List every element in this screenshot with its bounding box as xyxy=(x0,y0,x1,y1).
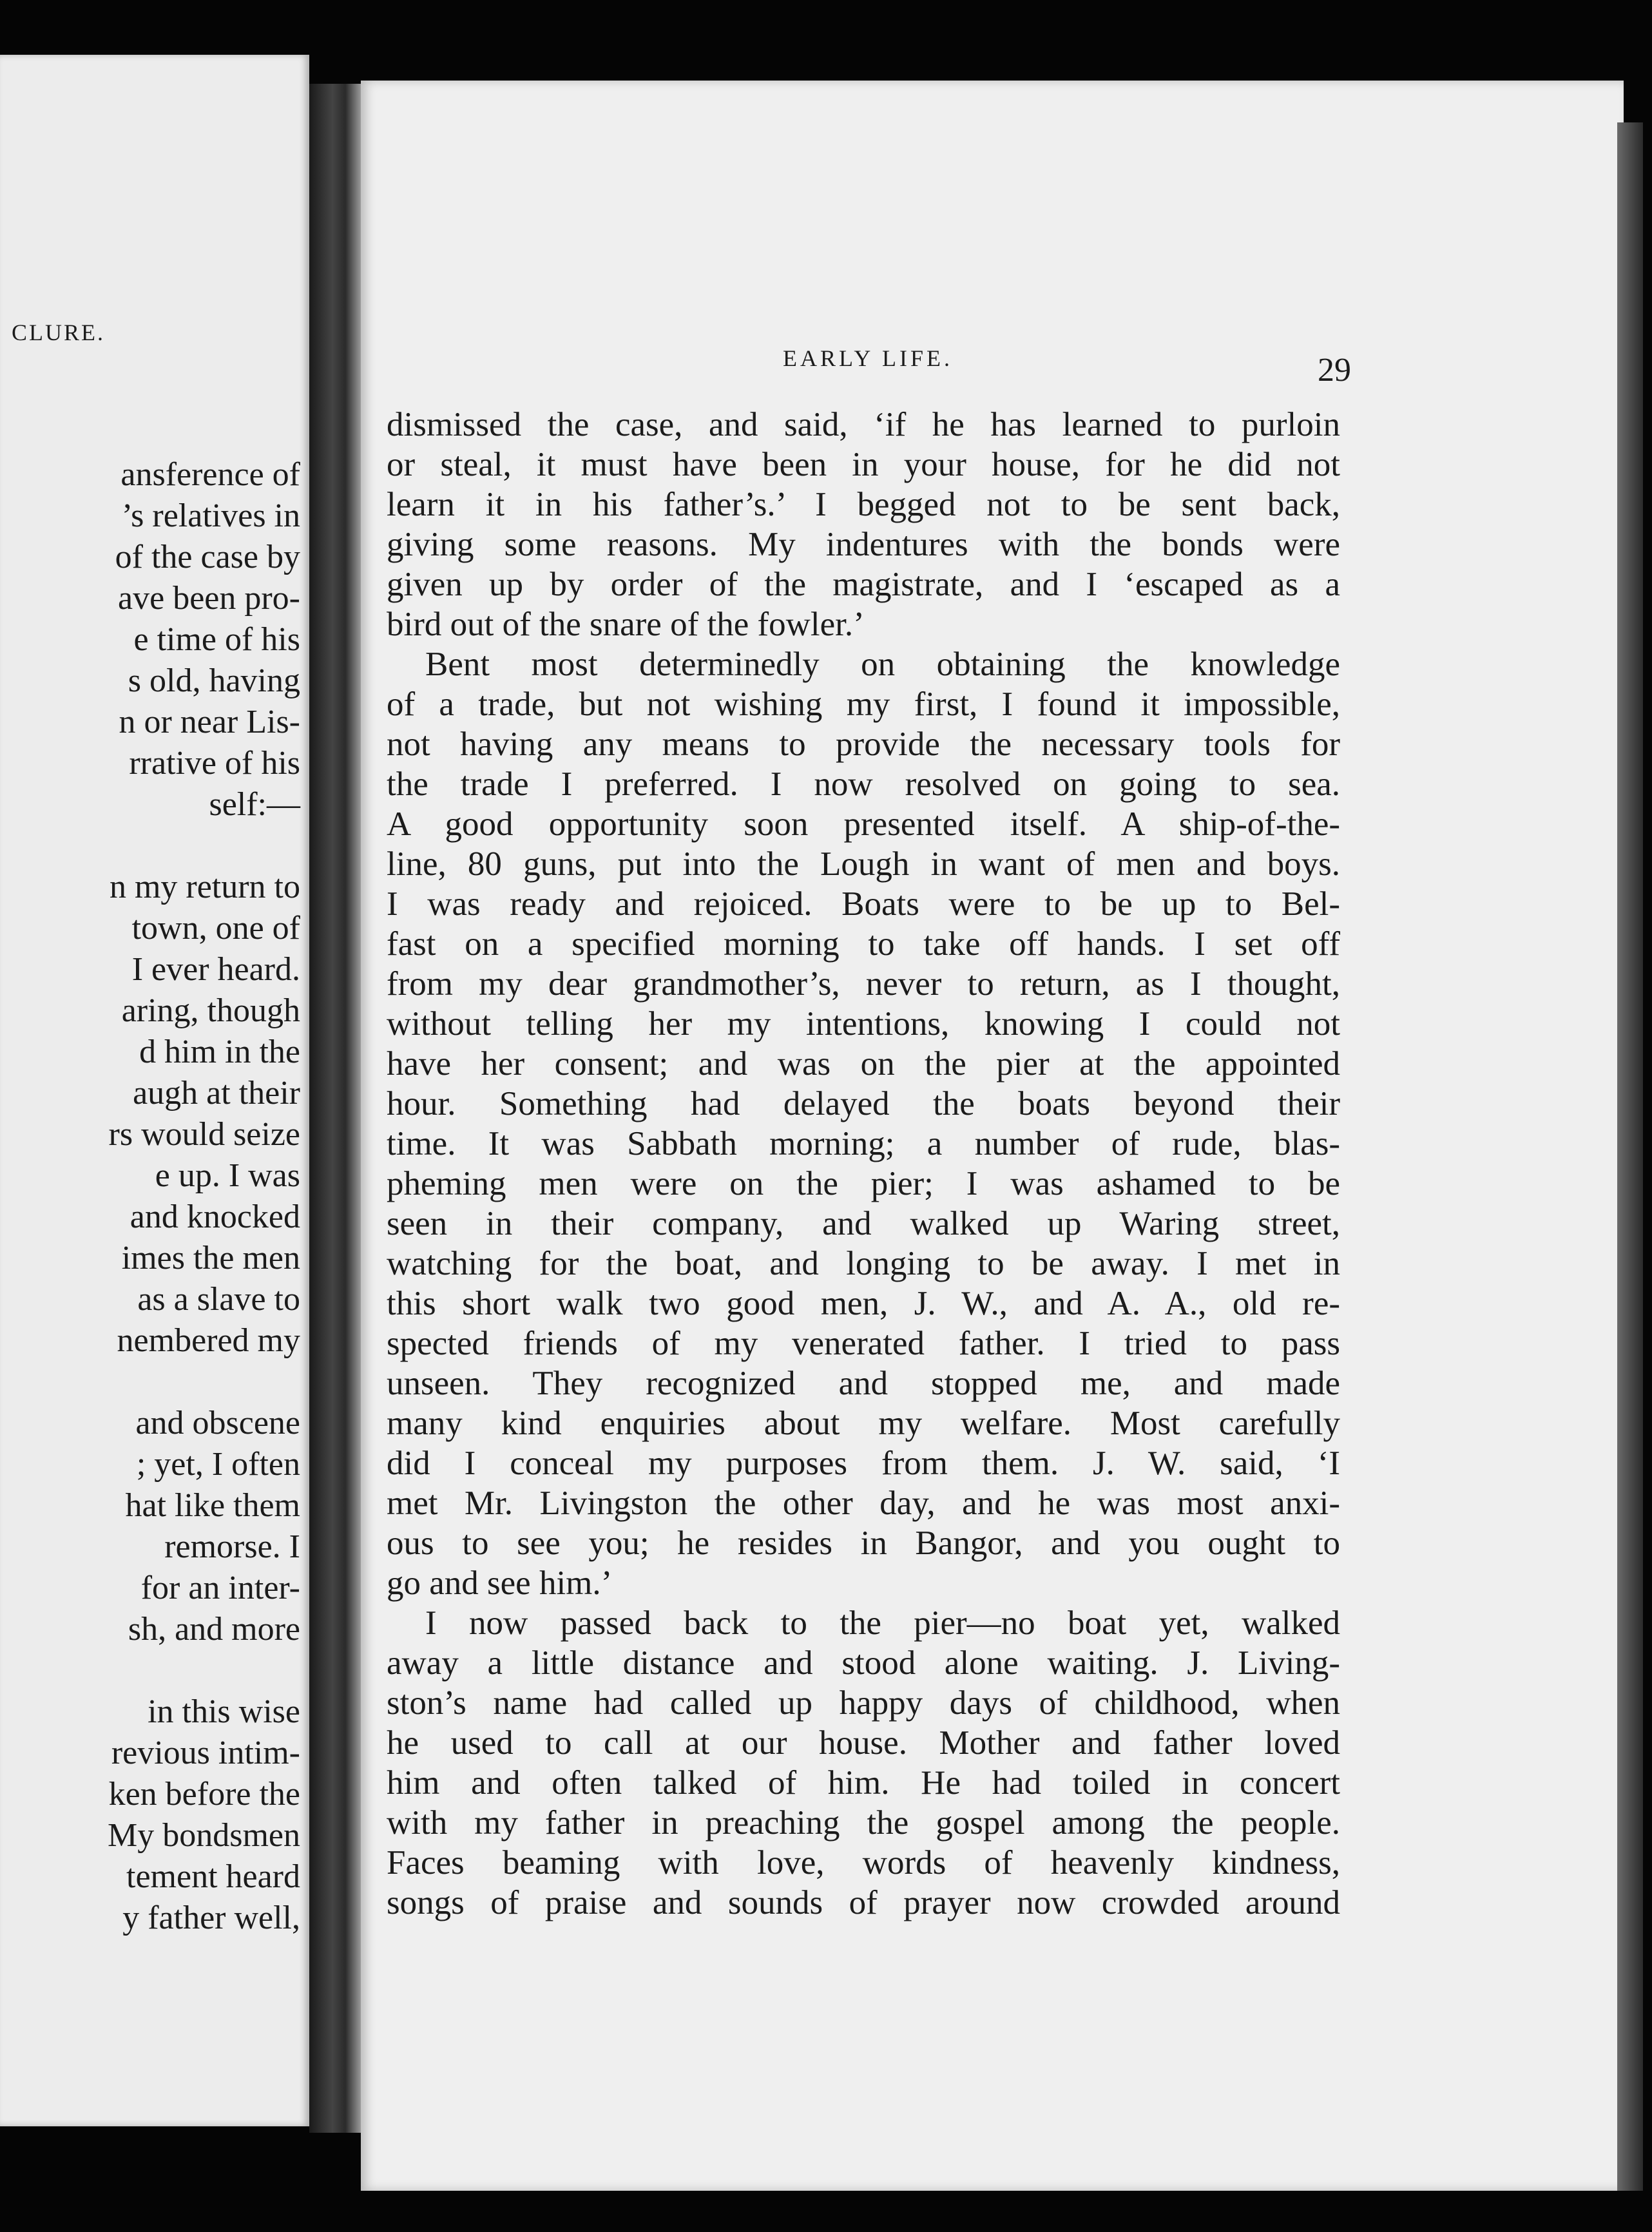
text-line: not having any means to provide the necessary tools for xyxy=(387,726,1340,763)
text-line: he used to call at our house. Mother and father loved xyxy=(387,1724,1340,1762)
text-line: Bent most determinedly on obtaining the knowledge xyxy=(425,646,1340,683)
left-text-line: nembered my xyxy=(117,1322,300,1359)
left-text-line: ; yet, I often xyxy=(136,1446,300,1483)
text-line: line, 80 guns, put into the Lough in want of men and boys. xyxy=(387,845,1340,883)
left-text-line: ansference of xyxy=(120,456,300,493)
text-line: have her consent; and was on the pier at the appointed xyxy=(387,1045,1340,1082)
text-line: hour. Something had delayed the boats beyond their xyxy=(387,1085,1340,1122)
left-text-line: ken before the xyxy=(108,1776,300,1813)
text-line: without telling her my intentions, knowing I could not xyxy=(387,1005,1340,1043)
text-line: from my dear grandmother’s, never to return, as I thought, xyxy=(387,965,1340,1003)
body-text xyxy=(387,405,1340,1923)
text-line: Faces beaming with love, words of heavenly kindness, xyxy=(387,1844,1340,1881)
left-text-line: for an inter- xyxy=(140,1570,300,1606)
text-line: with my father in preaching the gospel among the people. xyxy=(387,1804,1340,1842)
text-line: pheming men were on the pier; I was ashamed to be xyxy=(387,1165,1340,1202)
left-text-line: y father well, xyxy=(122,1900,300,1936)
text-line: unseen. They recognized and stopped me, and made xyxy=(387,1365,1340,1402)
text-line: A good opportunity soon presented itself. A ship-of-the- xyxy=(387,805,1340,843)
text-line: ous to see you; he resides in Bangor, and you ought to xyxy=(387,1525,1340,1562)
text-line: watching for the boat, and longing to be away. I met in xyxy=(387,1245,1340,1282)
left-text-line: as a slave to xyxy=(137,1281,300,1318)
left-text-line: n or near Lis- xyxy=(119,704,300,740)
text-line: ston’s name had called up happy days of childhood, when xyxy=(387,1684,1340,1722)
text-line: many kind enquiries about my welfare. Most carefully xyxy=(387,1405,1340,1442)
text-line: or steal, it must have been in your house, for he did not xyxy=(387,446,1340,483)
text-line: I was ready and rejoiced. Boats were to be up to Bel- xyxy=(387,885,1340,923)
running-head: EARLY LIFE. xyxy=(783,345,954,371)
text-line: away a little distance and stood alone waiting. J. Living- xyxy=(387,1644,1340,1682)
text-line: dismissed the case, and said, ‘if he has learned to purloin xyxy=(387,406,1340,443)
left-text-line: sh, and more xyxy=(128,1611,300,1648)
text-line: met Mr. Livingston the other day, and he was most anxi- xyxy=(387,1485,1340,1522)
text-line: go and see him.’ xyxy=(387,1564,613,1602)
left-text-line: ave been pro- xyxy=(118,580,300,617)
text-line: time. It was Sabbath morning; a number of rude, blas- xyxy=(387,1125,1340,1162)
left-text-line: self:— xyxy=(209,786,300,823)
page-number: 29 xyxy=(1318,352,1351,389)
left-text-line: n my return to xyxy=(109,869,300,905)
left-text-line: ’s relatives in xyxy=(121,497,300,534)
text-line: this short walk two good men, J. W., and A. A., old re- xyxy=(387,1285,1340,1322)
text-line: bird out of the snare of the fowler.’ xyxy=(387,606,865,643)
text-line: given up by order of the magistrate, and I ‘escaped as a xyxy=(387,566,1340,603)
text-line: songs of praise and sounds of prayer now crowded around xyxy=(387,1884,1340,1921)
text-line: I now passed back to the pier—no boat yet, walked xyxy=(425,1604,1340,1642)
left-text-line: hat like them xyxy=(125,1487,300,1524)
left-text-line: s old, having xyxy=(128,662,300,699)
left-text-line: revious intim- xyxy=(111,1735,300,1771)
left-text-line xyxy=(0,1650,300,1691)
left-page xyxy=(0,55,309,2126)
text-line: of a trade, but not wishing my first, I found it impossible, xyxy=(387,686,1340,723)
left-text-line xyxy=(0,1361,300,1403)
left-page-text xyxy=(0,454,300,1939)
left-text-line: d him in the xyxy=(139,1034,300,1070)
left-text-line: e time of his xyxy=(133,621,300,658)
book-gutter xyxy=(309,84,361,2133)
left-text-line: aring, though xyxy=(121,992,300,1029)
left-text-line: in this wise xyxy=(148,1693,300,1730)
text-line: fast on a specified morning to take off hands. I set off xyxy=(387,925,1340,963)
text-line: him and often talked of him. He had toiled in concert xyxy=(387,1764,1340,1802)
left-text-line: and obscene xyxy=(135,1405,300,1441)
left-text-line: augh at their xyxy=(133,1075,300,1111)
page-edge xyxy=(1617,122,1643,2191)
left-text-line: imes the men xyxy=(121,1240,300,1276)
left-text-line: tement heard xyxy=(126,1858,300,1895)
left-text-line: rrative of his xyxy=(129,745,300,782)
text-line: did I conceal my purposes from them. J. W. said, ‘I xyxy=(387,1445,1340,1482)
text-line: giving some reasons. My indentures with the bonds were xyxy=(387,526,1340,563)
left-text-line: I ever heard. xyxy=(131,951,300,988)
text-line: learn it in his father’s.’ I begged not to be sent back, xyxy=(387,486,1340,523)
text-line: the trade I preferred. I now resolved on going to sea. xyxy=(387,765,1340,803)
left-text-line xyxy=(0,825,300,867)
left-text-line: and knocked xyxy=(130,1198,300,1235)
left-text-line: remorse. I xyxy=(164,1528,300,1565)
text-line: seen in their company, and walked up Waring street, xyxy=(387,1205,1340,1242)
left-text-line: My bondsmen xyxy=(108,1817,300,1854)
left-text-line: rs would seize xyxy=(108,1116,300,1153)
left-text-line: e up. I was xyxy=(155,1157,300,1194)
text-line: spected friends of my venerated father. I tried to pass xyxy=(387,1325,1340,1362)
left-text-line: town, one of xyxy=(131,910,300,947)
left-text-line: of the case by xyxy=(115,539,300,575)
left-running-head: CLURE. xyxy=(12,320,106,345)
